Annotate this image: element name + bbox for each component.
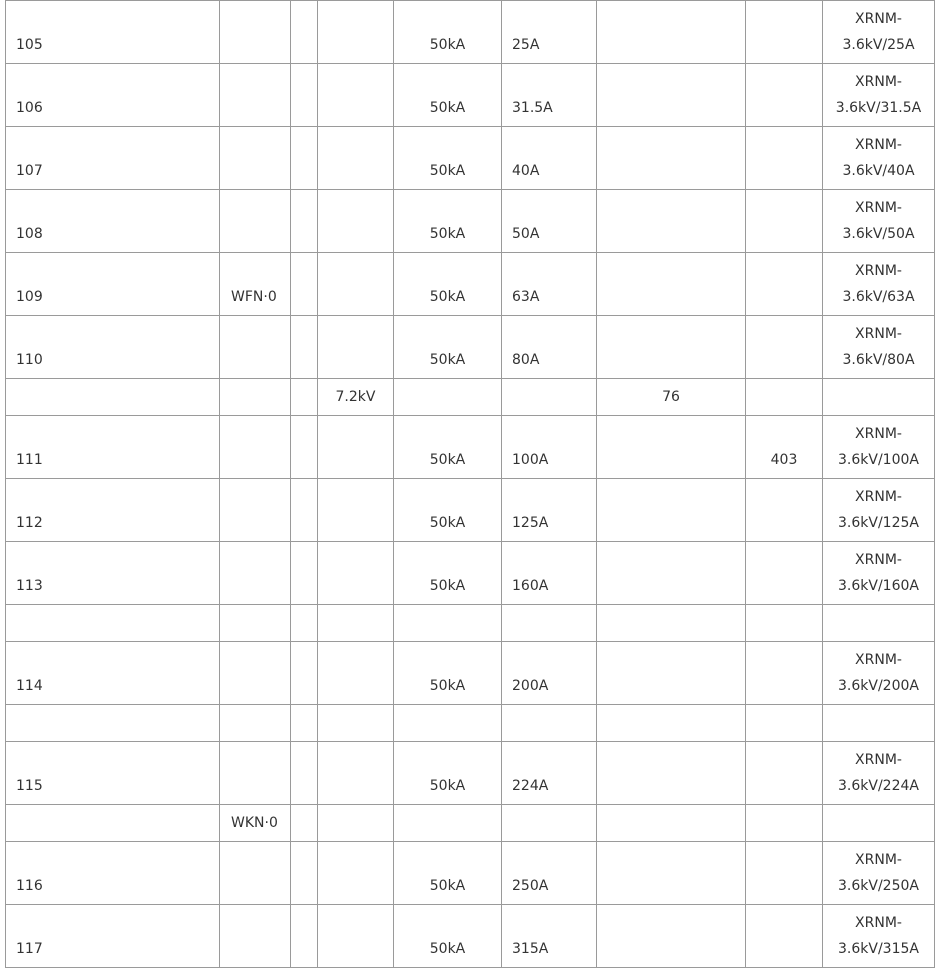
model-line: XRNM- — [855, 11, 902, 27]
breaking-capacity-cell: 50kA — [394, 542, 502, 605]
model-line: XRNM- — [855, 552, 902, 568]
fuse-spec-table — [5, 0, 935, 968]
model-line: XRNM- — [855, 200, 902, 216]
weight-cell — [746, 479, 823, 542]
model-cell — [823, 190, 935, 253]
model-line: 3.6kV/31.5A — [835, 100, 922, 116]
breaking-capacity-cell: 50kA — [394, 127, 502, 190]
weight-cell — [746, 542, 823, 605]
model-cell — [823, 253, 935, 316]
blank-cell — [291, 1, 318, 64]
rated-current-cell: 100A — [502, 416, 597, 479]
rated-current-cell — [502, 805, 597, 842]
type-cell: WFN·0 — [220, 253, 291, 316]
weight-cell — [746, 642, 823, 705]
number-cell: 113 — [6, 542, 220, 605]
dimension-cell — [597, 542, 746, 605]
type-cell — [220, 605, 291, 642]
voltage-cell — [318, 127, 394, 190]
table-row — [6, 479, 935, 542]
dimension-cell — [597, 127, 746, 190]
model-cell — [823, 127, 935, 190]
weight-cell — [746, 842, 823, 905]
breaking-capacity-cell: 50kA — [394, 905, 502, 968]
rated-current-cell: 160A — [502, 542, 597, 605]
model-line: 3.6kV/250A — [838, 878, 919, 894]
blank-cell — [291, 416, 318, 479]
rated-current-cell: 25A — [502, 1, 597, 64]
number-cell — [6, 605, 220, 642]
dimension-cell — [597, 479, 746, 542]
voltage-cell — [318, 642, 394, 705]
weight-cell: 403 — [746, 416, 823, 479]
voltage-cell — [318, 316, 394, 379]
breaking-capacity-cell: 50kA — [394, 642, 502, 705]
number-cell — [6, 705, 220, 742]
model-cell — [823, 742, 935, 805]
model-line: XRNM- — [855, 137, 902, 153]
number-cell: 110 — [6, 316, 220, 379]
breaking-capacity-cell: 50kA — [394, 64, 502, 127]
model-cell — [823, 542, 935, 605]
blank-cell — [291, 127, 318, 190]
model-line: 3.6kV/125A — [838, 515, 919, 531]
model-cell — [823, 905, 935, 968]
breaking-capacity-cell: 50kA — [394, 316, 502, 379]
voltage-cell — [318, 253, 394, 316]
number-cell: 114 — [6, 642, 220, 705]
type-cell — [220, 705, 291, 742]
type-cell — [220, 416, 291, 479]
model-line: XRNM- — [855, 326, 902, 342]
table-row — [6, 805, 935, 842]
type-cell — [220, 542, 291, 605]
table-row — [6, 190, 935, 253]
type-cell — [220, 190, 291, 253]
breaking-capacity-cell — [394, 379, 502, 416]
weight-cell — [746, 1, 823, 64]
voltage-cell — [318, 416, 394, 479]
blank-cell — [291, 605, 318, 642]
blank-cell — [291, 842, 318, 905]
model-cell — [823, 705, 935, 742]
rated-current-cell: 200A — [502, 642, 597, 705]
model-line: XRNM- — [855, 752, 902, 768]
model-line: 3.6kV/315A — [838, 941, 919, 957]
type-cell — [220, 64, 291, 127]
table-row — [6, 842, 935, 905]
breaking-capacity-cell — [394, 805, 502, 842]
voltage-cell — [318, 905, 394, 968]
weight-cell — [746, 64, 823, 127]
breaking-capacity-cell — [394, 705, 502, 742]
model-cell — [823, 416, 935, 479]
table-row — [6, 316, 935, 379]
breaking-capacity-cell: 50kA — [394, 253, 502, 316]
type-cell — [220, 479, 291, 542]
table-row — [6, 605, 935, 642]
dimension-cell — [597, 190, 746, 253]
table-row — [6, 705, 935, 742]
voltage-cell — [318, 842, 394, 905]
rated-current-cell: 40A — [502, 127, 597, 190]
voltage-cell — [318, 1, 394, 64]
blank-cell — [291, 316, 318, 379]
model-line: 3.6kV/40A — [842, 163, 915, 179]
number-cell: 107 — [6, 127, 220, 190]
rated-current-cell — [502, 605, 597, 642]
blank-cell — [291, 805, 318, 842]
number-cell: 111 — [6, 416, 220, 479]
table-row — [6, 253, 935, 316]
type-cell — [220, 905, 291, 968]
model-cell — [823, 64, 935, 127]
model-line: XRNM- — [855, 263, 902, 279]
number-cell: 108 — [6, 190, 220, 253]
blank-cell — [291, 253, 318, 316]
rated-current-cell: 125A — [502, 479, 597, 542]
number-cell: 109 — [6, 253, 220, 316]
dimension-cell — [597, 842, 746, 905]
voltage-cell — [318, 64, 394, 127]
table-row — [6, 742, 935, 805]
model-cell — [823, 379, 935, 416]
rated-current-cell: 315A — [502, 905, 597, 968]
weight-cell — [746, 190, 823, 253]
dimension-cell — [597, 416, 746, 479]
voltage-cell — [318, 479, 394, 542]
number-cell: 106 — [6, 64, 220, 127]
number-cell: 116 — [6, 842, 220, 905]
rated-current-cell — [502, 379, 597, 416]
model-line: 3.6kV/100A — [838, 452, 919, 468]
model-cell — [823, 479, 935, 542]
number-cell — [6, 805, 220, 842]
table-row — [6, 905, 935, 968]
model-line: 3.6kV/224A — [838, 778, 919, 794]
breaking-capacity-cell: 50kA — [394, 742, 502, 805]
dimension-cell — [597, 705, 746, 742]
blank-cell — [291, 642, 318, 705]
voltage-cell — [318, 542, 394, 605]
table-row — [6, 379, 935, 416]
model-line: XRNM- — [855, 915, 902, 931]
dimension-cell — [597, 742, 746, 805]
model-cell — [823, 642, 935, 705]
breaking-capacity-cell: 50kA — [394, 842, 502, 905]
rated-current-cell: 50A — [502, 190, 597, 253]
blank-cell — [291, 379, 318, 416]
weight-cell — [746, 605, 823, 642]
model-line: 3.6kV/50A — [842, 226, 915, 242]
breaking-capacity-cell: 50kA — [394, 1, 502, 64]
dimension-cell — [597, 642, 746, 705]
weight-cell — [746, 705, 823, 742]
voltage-cell — [318, 742, 394, 805]
table-row — [6, 642, 935, 705]
dimension-cell — [597, 253, 746, 316]
weight-cell — [746, 379, 823, 416]
number-cell: 105 — [6, 1, 220, 64]
model-line: XRNM- — [855, 74, 902, 90]
weight-cell — [746, 742, 823, 805]
type-cell — [220, 379, 291, 416]
number-cell: 112 — [6, 479, 220, 542]
model-line: 3.6kV/80A — [842, 352, 915, 368]
blank-cell — [291, 742, 318, 805]
voltage-cell — [318, 605, 394, 642]
type-cell — [220, 842, 291, 905]
model-line: 3.6kV/63A — [842, 289, 915, 305]
table-row — [6, 1, 935, 64]
table-row — [6, 64, 935, 127]
weight-cell — [746, 253, 823, 316]
voltage-cell: 7.2kV — [318, 379, 394, 416]
number-cell: 115 — [6, 742, 220, 805]
rated-current-cell: 80A — [502, 316, 597, 379]
dimension-cell: 76 — [597, 379, 746, 416]
dimension-cell — [597, 1, 746, 64]
breaking-capacity-cell — [394, 605, 502, 642]
rated-current-cell: 224A — [502, 742, 597, 805]
table-row — [6, 542, 935, 605]
rated-current-cell — [502, 705, 597, 742]
model-line: 3.6kV/200A — [838, 678, 919, 694]
table-row — [6, 127, 935, 190]
breaking-capacity-cell: 50kA — [394, 416, 502, 479]
rated-current-cell: 63A — [502, 253, 597, 316]
model-line: XRNM- — [855, 852, 902, 868]
model-cell — [823, 842, 935, 905]
type-cell: WKN·0 — [220, 805, 291, 842]
voltage-cell — [318, 805, 394, 842]
blank-cell — [291, 479, 318, 542]
type-cell — [220, 127, 291, 190]
weight-cell — [746, 905, 823, 968]
model-cell — [823, 805, 935, 842]
model-line: XRNM- — [855, 489, 902, 505]
dimension-cell — [597, 64, 746, 127]
model-line: 3.6kV/25A — [842, 37, 915, 53]
model-line: XRNM- — [855, 652, 902, 668]
table-row — [6, 416, 935, 479]
breaking-capacity-cell: 50kA — [394, 190, 502, 253]
breaking-capacity-cell: 50kA — [394, 479, 502, 542]
dimension-cell — [597, 316, 746, 379]
rated-current-cell: 31.5A — [502, 64, 597, 127]
type-cell — [220, 642, 291, 705]
blank-cell — [291, 190, 318, 253]
type-cell — [220, 1, 291, 64]
voltage-cell — [318, 190, 394, 253]
weight-cell — [746, 316, 823, 379]
weight-cell — [746, 805, 823, 842]
model-line: XRNM- — [855, 426, 902, 442]
blank-cell — [291, 542, 318, 605]
voltage-cell — [318, 705, 394, 742]
dimension-cell — [597, 605, 746, 642]
weight-cell — [746, 127, 823, 190]
blank-cell — [291, 905, 318, 968]
number-cell — [6, 379, 220, 416]
model-cell — [823, 316, 935, 379]
type-cell — [220, 316, 291, 379]
type-cell — [220, 742, 291, 805]
dimension-cell — [597, 805, 746, 842]
number-cell: 117 — [6, 905, 220, 968]
rated-current-cell: 250A — [502, 842, 597, 905]
model-cell — [823, 1, 935, 64]
blank-cell — [291, 705, 318, 742]
dimension-cell — [597, 905, 746, 968]
model-cell — [823, 605, 935, 642]
blank-cell — [291, 64, 318, 127]
model-line: 3.6kV/160A — [838, 578, 919, 594]
